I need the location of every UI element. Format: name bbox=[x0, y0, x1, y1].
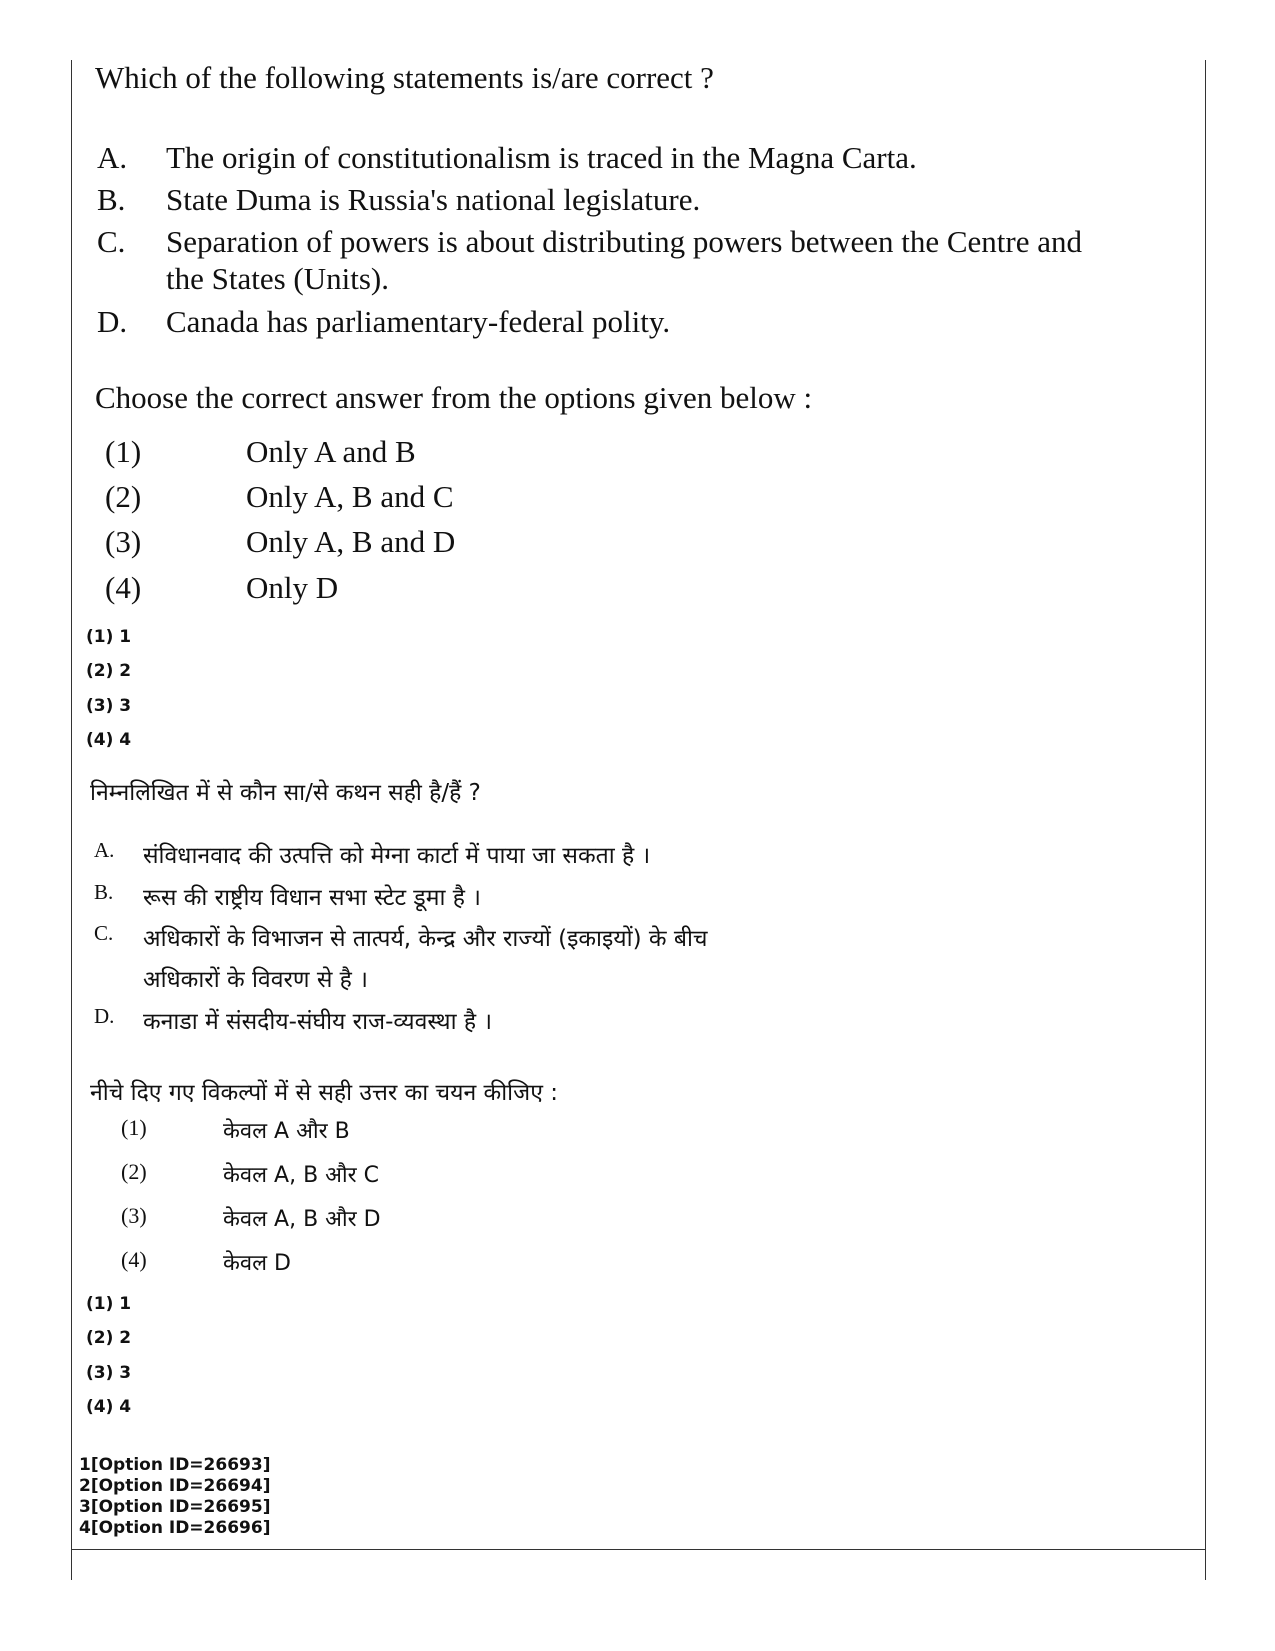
option-number: (4) bbox=[105, 570, 142, 605]
answer-option-3-hindi[interactable]: (3) 3 bbox=[86, 1363, 132, 1383]
option-id: 2[Option ID=26694] bbox=[79, 1476, 271, 1496]
statement-letter: A. bbox=[94, 838, 115, 862]
statement-text-continued: अधिकारों के विवरण से है । bbox=[143, 967, 368, 993]
option-number: (1) bbox=[121, 1115, 147, 1140]
option-text: केवल D bbox=[223, 1251, 291, 1276]
page-border-bottom bbox=[71, 1549, 1206, 1550]
option-id: 1[Option ID=26693] bbox=[79, 1455, 271, 1475]
answer-option-3[interactable]: (3) 3 bbox=[86, 696, 132, 716]
option-text: Only D bbox=[246, 570, 339, 605]
option-id: 4[Option ID=26696] bbox=[79, 1518, 271, 1538]
option-text: Only A, B and D bbox=[246, 524, 456, 559]
statement-letter: B. bbox=[94, 880, 114, 904]
statement-text: संविधानवाद की उत्पत्ति को मेग्ना कार्टा में पाया जा सकता है । bbox=[143, 843, 651, 869]
option-id-list bbox=[79, 1455, 270, 1539]
question-english: Which of the following statements is/are correct ? bbox=[95, 60, 714, 95]
question-hindi: निम्नलिखित में से कौन सा/से कथन सही है/हैं ? bbox=[90, 780, 481, 806]
answer-option-1-hindi[interactable]: (1) 1 bbox=[86, 1294, 132, 1314]
statement-letter: A. bbox=[97, 140, 128, 175]
choose-instruction-hindi: नीचे दिए गए विकल्पों में से सही उत्तर का चयन कीजिए : bbox=[90, 1080, 558, 1106]
statement-letter: D. bbox=[97, 304, 128, 339]
answer-option-2-hindi[interactable]: (2) 2 bbox=[86, 1328, 132, 1348]
answer-option-2[interactable]: (2) 2 bbox=[86, 661, 132, 681]
statement-letter: C. bbox=[94, 921, 114, 945]
option-text: Only A, B and C bbox=[246, 479, 454, 514]
option-number: (3) bbox=[105, 524, 142, 559]
answer-option-1[interactable]: (1) 1 bbox=[86, 627, 132, 647]
option-number: (2) bbox=[105, 479, 142, 514]
statement-letter: D. bbox=[94, 1004, 115, 1028]
option-text: केवल A, B और D bbox=[223, 1207, 381, 1232]
statement-letter: C. bbox=[97, 224, 126, 259]
answer-option-4[interactable]: (4) 4 bbox=[86, 730, 132, 750]
option-number: (1) bbox=[105, 434, 142, 469]
option-text: केवल A, B और C bbox=[223, 1163, 380, 1188]
statement-text: कनाडा में संसदीय-संघीय राज-व्यवस्था है । bbox=[143, 1009, 493, 1035]
option-number: (4) bbox=[121, 1247, 147, 1272]
option-text: केवल A और B bbox=[223, 1119, 350, 1144]
statement-letter: B. bbox=[97, 182, 126, 217]
statement-text: Canada has parliamentary-federal polity. bbox=[166, 304, 671, 339]
option-id: 3[Option ID=26695] bbox=[79, 1497, 271, 1517]
answer-option-4-hindi[interactable]: (4) 4 bbox=[86, 1397, 132, 1417]
page-border-left bbox=[71, 60, 72, 1580]
statement-text: रूस की राष्ट्रीय विधान सभा स्टेट डूमा है । bbox=[143, 885, 481, 911]
option-number: (3) bbox=[121, 1203, 147, 1228]
page-border-right bbox=[1205, 60, 1206, 1580]
choose-instruction-english: Choose the correct answer from the options given below : bbox=[95, 380, 813, 415]
statement-text: Separation of powers is about distributing powers between the Centre and bbox=[166, 224, 1082, 259]
statement-text: State Duma is Russia's national legislature. bbox=[166, 182, 701, 217]
statement-text: अधिकारों के विभाजन से तात्पर्य, केन्द्र और राज्यों (इकाइयों) के बीच bbox=[143, 926, 708, 952]
statement-text: The origin of constitutionalism is traced in the Magna Carta. bbox=[166, 140, 917, 175]
option-number: (2) bbox=[121, 1159, 147, 1184]
statement-text-continued: the States (Units). bbox=[166, 261, 389, 296]
option-text: Only A and B bbox=[246, 434, 416, 469]
